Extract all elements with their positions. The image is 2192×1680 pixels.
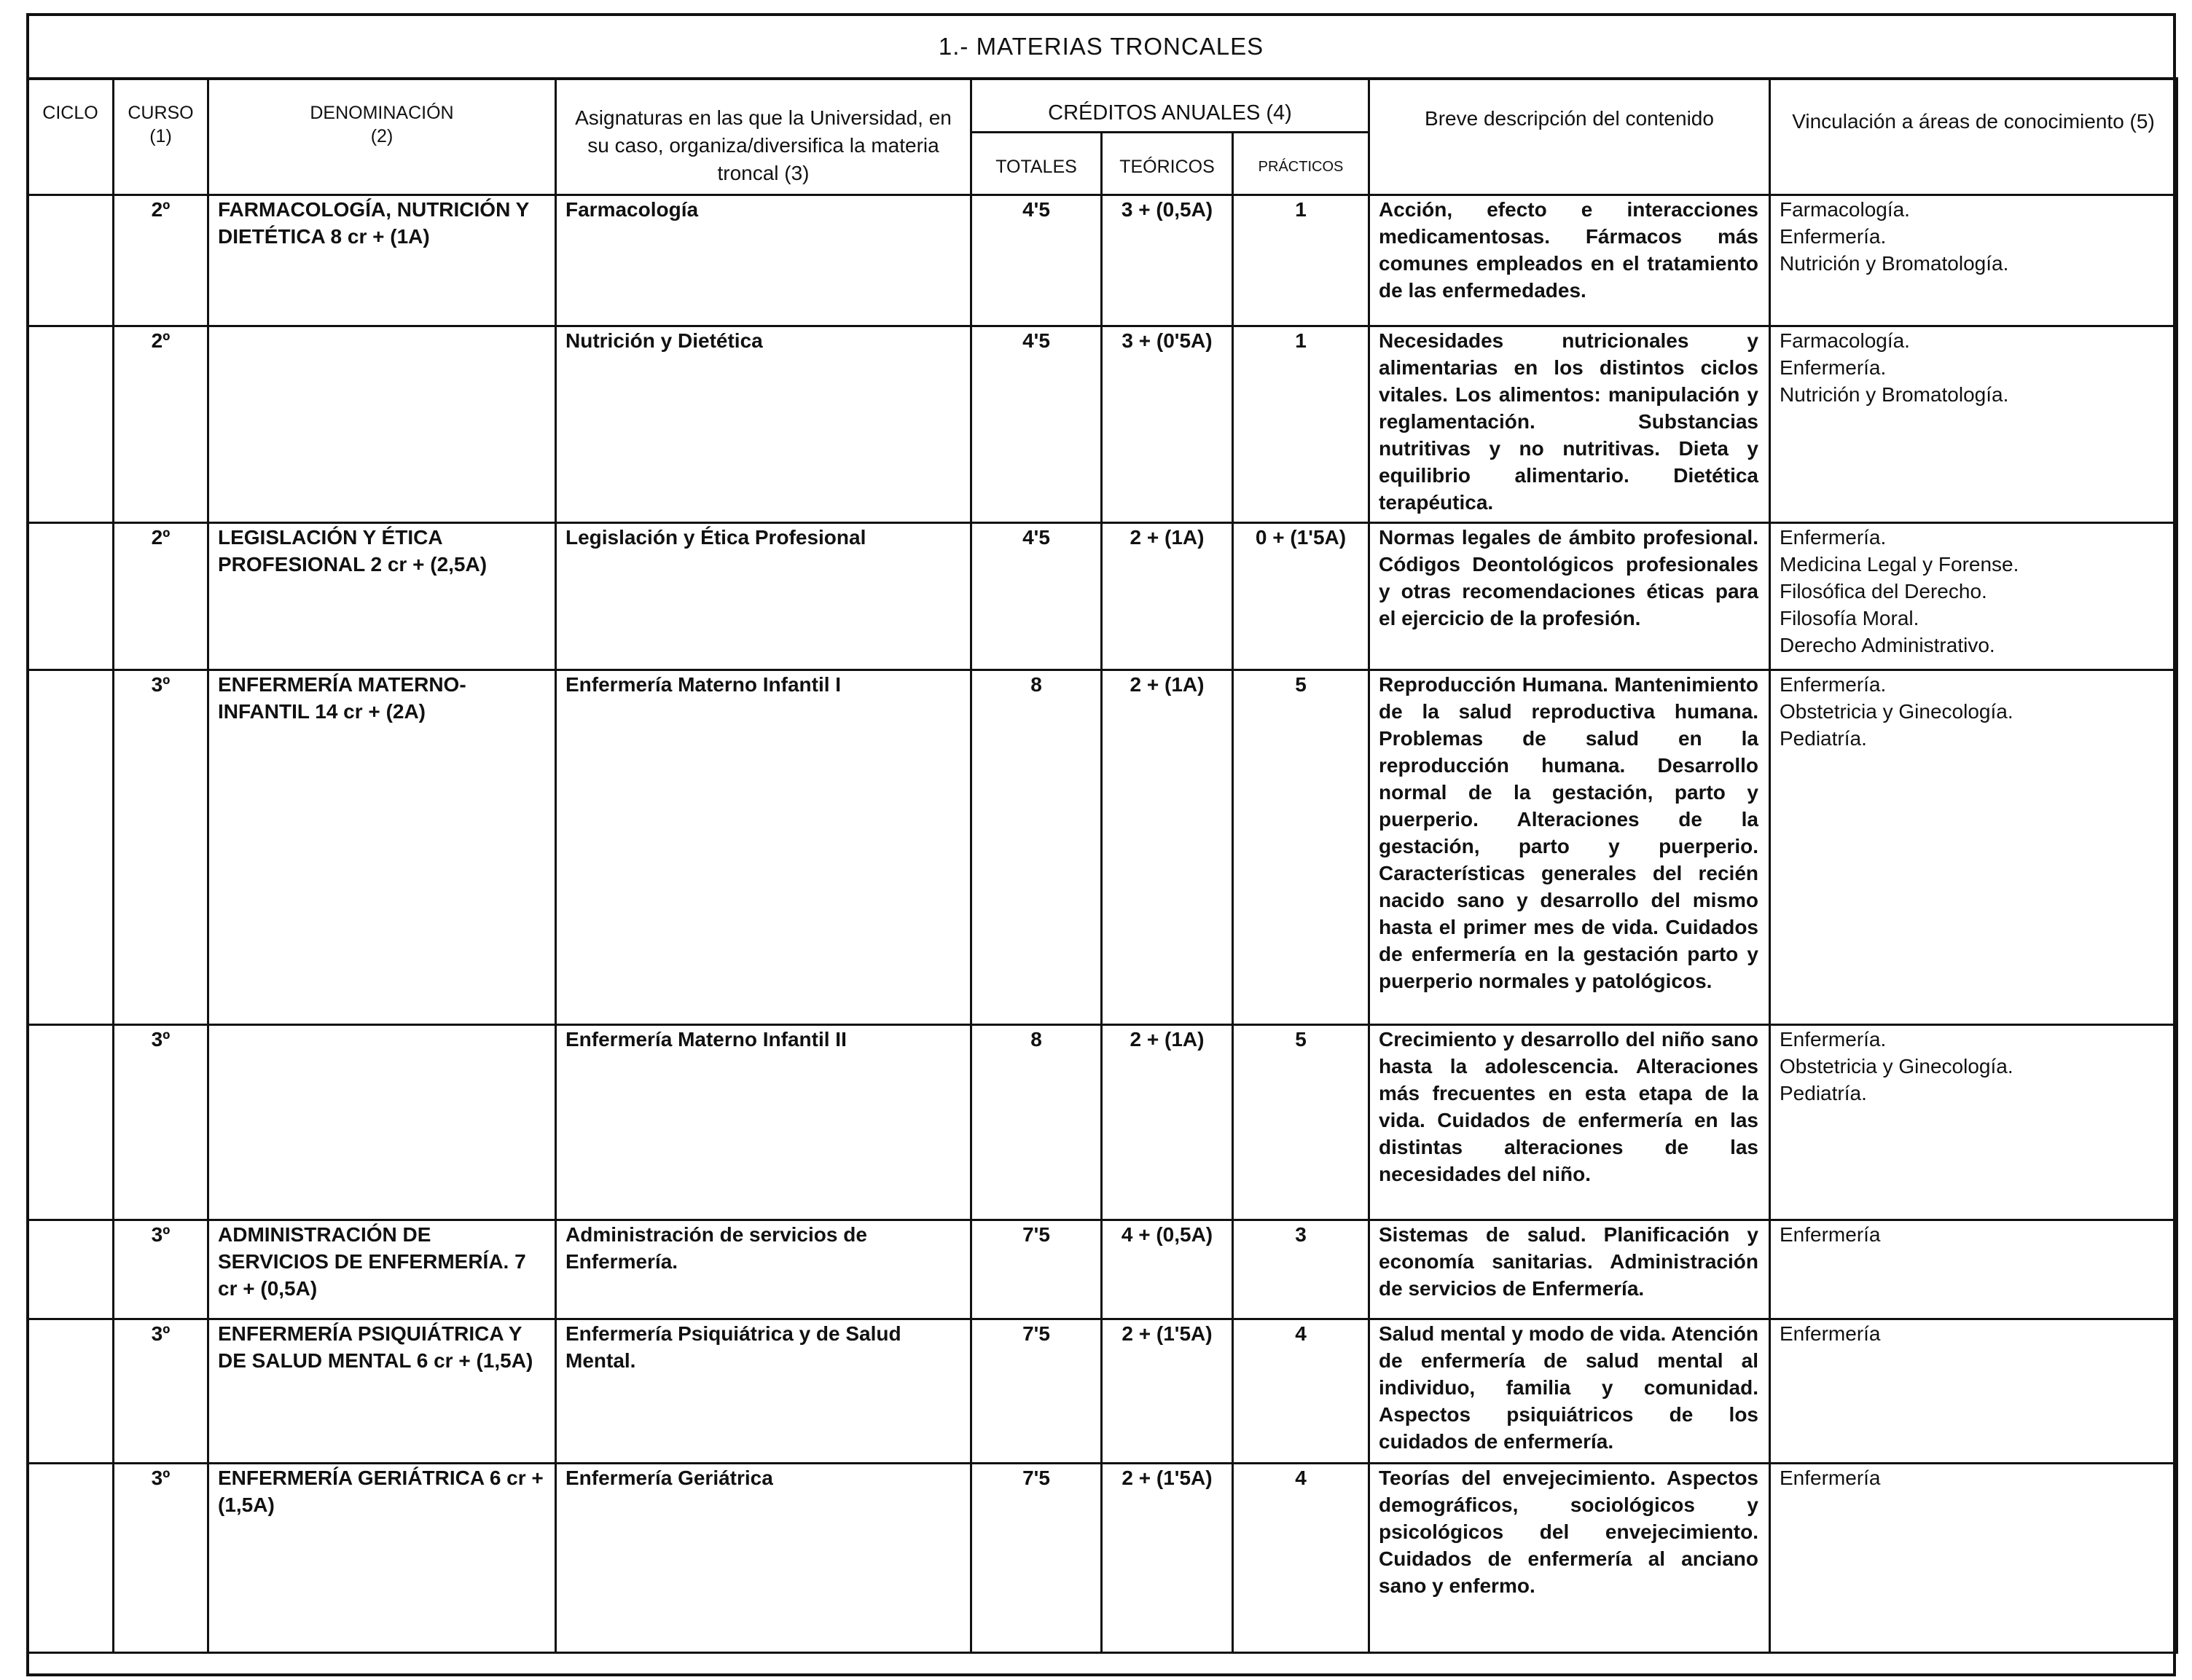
cell-ciclo <box>28 326 114 523</box>
area-item: Obstetricia y Ginecología. <box>1780 700 2013 723</box>
cell-curso: 2º <box>114 523 208 670</box>
cell-curso: 2º <box>114 326 208 523</box>
cell-asignatura: Enfermería Materno Infantil II <box>556 1025 971 1220</box>
header-practicos: PRÁCTICOS <box>1233 133 1369 195</box>
table-row <box>28 195 2177 326</box>
header-descripcion: Breve descripción del contenido <box>1369 79 1770 195</box>
area-item: Enfermería <box>1780 1322 1881 1345</box>
cell-practicos: 0 + (1'5A) <box>1233 523 1369 670</box>
area-item: Farmacología. <box>1780 198 1910 221</box>
cell-areas <box>1770 1220 2177 1319</box>
cell-descripcion: Normas legales de ámbito profesional. Códigos Deontológicos profesionales y otras recomendaciones éticas para el ejercicio de la profesión. <box>1369 523 1770 670</box>
area-item: Filosófica del Derecho. <box>1780 580 1987 602</box>
cell-totales: 7'5 <box>971 1464 1102 1653</box>
header-creditos: CRÉDITOS ANUALES (4) <box>971 79 1369 133</box>
cell-ciclo <box>28 1220 114 1319</box>
cell-practicos: 1 <box>1233 326 1369 523</box>
area-item: Nutrición y Bromatología. <box>1780 383 2009 406</box>
cell-asignatura: Administración de servicios de Enfermería. <box>556 1220 971 1319</box>
cell-descripcion: Teorías del envejecimiento. Aspectos demográficos, sociológicos y psicológicos del envejecimiento. Cuidados de enfermería al anciano sano y enfermo. <box>1369 1464 1770 1653</box>
cell-teoricos: 3 + (0'5A) <box>1102 326 1233 523</box>
area-item: Pediatría. <box>1780 727 1867 750</box>
cell-teoricos: 2 + (1'5A) <box>1102 1464 1233 1653</box>
table-row <box>28 1464 2177 1653</box>
cell-areas <box>1770 1464 2177 1653</box>
header-vinculacion: Vinculación a áreas de conocimiento (5) <box>1770 79 2177 195</box>
cell-practicos: 4 <box>1233 1464 1369 1653</box>
area-item: Enfermería. <box>1780 1028 1887 1051</box>
cell-teoricos: 4 + (0,5A) <box>1102 1220 1233 1319</box>
cell-areas <box>1770 670 2177 1025</box>
cell-curso: 3º <box>114 1464 208 1653</box>
cell-asignatura: Enfermería Materno Infantil I <box>556 670 971 1025</box>
table-title: 1.- MATERIAS TRONCALES <box>26 13 2176 80</box>
area-item: Enfermería. <box>1780 526 1887 549</box>
cell-descripcion: Sistemas de salud. Planificación y economía sanitarias. Administración de servicios de Enfermería. <box>1369 1220 1770 1319</box>
cell-descripcion: Salud mental y modo de vida. Atención de enfermería de salud mental al individuo, familia y comunidad. Aspectos psiquiátricos de los cuidados de enfermería. <box>1369 1319 1770 1464</box>
header-curso: CURSO (1) <box>114 79 208 195</box>
cell-practicos: 4 <box>1233 1319 1369 1464</box>
cell-areas <box>1770 326 2177 523</box>
cell-totales: 4'5 <box>971 195 1102 326</box>
cell-totales: 7'5 <box>971 1319 1102 1464</box>
cell-denominacion <box>208 1025 556 1220</box>
area-item: Farmacología. <box>1780 329 1910 352</box>
area-item: Enfermería <box>1780 1223 1881 1246</box>
header-asignaturas: Asignaturas en las que la Universidad, en su caso, organiza/diversifica la materia troncal (3) <box>556 79 971 195</box>
cell-teoricos: 3 + (0,5A) <box>1102 195 1233 326</box>
cell-practicos: 1 <box>1233 195 1369 326</box>
table-row <box>28 670 2177 1025</box>
cell-teoricos: 2 + (1A) <box>1102 670 1233 1025</box>
cell-ciclo <box>28 523 114 670</box>
cell-ciclo <box>28 1319 114 1464</box>
area-item: Enfermería. <box>1780 673 1887 696</box>
cell-curso: 2º <box>114 195 208 326</box>
cell-totales: 7'5 <box>971 1220 1102 1319</box>
area-item: Medicina Legal y Forense. <box>1780 553 2019 576</box>
cell-asignatura: Legislación y Ética Profesional <box>556 523 971 670</box>
cell-denominacion: ADMINISTRACIÓN DE SERVICIOS DE ENFERMERÍA. 7 cr + (0,5A) <box>208 1220 556 1319</box>
area-item: Enfermería. <box>1780 225 1887 248</box>
cell-practicos: 5 <box>1233 1025 1369 1220</box>
cell-curso: 3º <box>114 1025 208 1220</box>
cell-asignatura: Enfermería Psiquiátrica y de Salud Mental. <box>556 1319 971 1464</box>
cell-totales: 4'5 <box>971 523 1102 670</box>
materias-table <box>26 77 2178 1654</box>
cell-denominacion <box>208 326 556 523</box>
header-denominacion: DENOMINACIÓN (2) <box>208 79 556 195</box>
cell-areas <box>1770 1025 2177 1220</box>
cell-curso: 3º <box>114 670 208 1025</box>
cell-denominacion: FARMACOLOGÍA, NUTRICIÓN Y DIETÉTICA 8 cr + (1A) <box>208 195 556 326</box>
cell-denominacion: LEGISLACIÓN Y ÉTICA PROFESIONAL 2 cr + (2,5A) <box>208 523 556 670</box>
area-item: Enfermería <box>1780 1467 1881 1489</box>
cell-practicos: 5 <box>1233 670 1369 1025</box>
header-ciclo: CICLO <box>28 79 114 195</box>
area-item: Nutrición y Bromatología. <box>1780 252 2009 275</box>
cell-teoricos: 2 + (1A) <box>1102 1025 1233 1220</box>
table-row <box>28 523 2177 670</box>
cell-curso: 3º <box>114 1319 208 1464</box>
cell-descripcion: Crecimiento y desarrollo del niño sano hasta la adolescencia. Alteraciones más frecuentes en esta etapa de la vida. Cuidados de enfermería en las distintas alteraciones de las necesidades del niño. <box>1369 1025 1770 1220</box>
cell-descripcion: Reproducción Humana. Mantenimiento de la salud reproductiva humana. Problemas de salud en la reproducción humana. Desarrollo normal de la gestación, parto y puerperio. Alteraciones de la gestación, parto y puerperio. Características generales del recién nacido sano y desarrollo del mismo hasta el primer mes de vida. Cuidados de enfermería en la gestación parto y puerperio normales y patológicos. <box>1369 670 1770 1025</box>
area-item: Pediatría. <box>1780 1082 1867 1104</box>
cell-ciclo <box>28 1025 114 1220</box>
cell-areas <box>1770 195 2177 326</box>
table-row <box>28 1220 2177 1319</box>
area-item: Derecho Administrativo. <box>1780 634 1995 656</box>
area-item: Filosofía Moral. <box>1780 607 1919 629</box>
cell-curso: 3º <box>114 1220 208 1319</box>
cell-asignatura: Farmacología <box>556 195 971 326</box>
cell-totales: 8 <box>971 670 1102 1025</box>
cell-teoricos: 2 + (1'5A) <box>1102 1319 1233 1464</box>
cell-totales: 8 <box>971 1025 1102 1220</box>
table-row <box>28 1319 2177 1464</box>
cell-areas <box>1770 1319 2177 1464</box>
cell-denominacion: ENFERMERÍA MATERNO-INFANTIL 14 cr + (2A) <box>208 670 556 1025</box>
area-item: Enfermería. <box>1780 356 1887 379</box>
cell-asignatura: Nutrición y Dietética <box>556 326 971 523</box>
table-row <box>28 326 2177 523</box>
cell-denominacion: ENFERMERÍA GERIÁTRICA 6 cr + (1,5A) <box>208 1464 556 1653</box>
cell-denominacion: ENFERMERÍA PSIQUIÁTRICA Y DE SALUD MENTAL 6 cr + (1,5A) <box>208 1319 556 1464</box>
cell-ciclo <box>28 195 114 326</box>
header-totales: TOTALES <box>971 133 1102 195</box>
cell-descripcion: Acción, efecto e interacciones medicamentosas. Fármacos más comunes empleados en el tratamiento de las enfermedades. <box>1369 195 1770 326</box>
cell-descripcion: Necesidades nutricionales y alimentarias en los distintos ciclos vitales. Los alimentos: manipulación y reglamentación. Substancias nutritivas y no nutritivas. Dieta y equilibrio alimentario. Dietética terapéutica. <box>1369 326 1770 523</box>
cell-teoricos: 2 + (1A) <box>1102 523 1233 670</box>
cell-ciclo <box>28 1464 114 1653</box>
cell-areas <box>1770 523 2177 670</box>
cell-practicos: 3 <box>1233 1220 1369 1319</box>
table-row <box>28 1025 2177 1220</box>
cell-asignatura: Enfermería Geriátrica <box>556 1464 971 1653</box>
area-item: Obstetricia y Ginecología. <box>1780 1055 2013 1078</box>
header-teoricos: TEÓRICOS <box>1102 133 1233 195</box>
cell-ciclo <box>28 670 114 1025</box>
cell-totales: 4'5 <box>971 326 1102 523</box>
